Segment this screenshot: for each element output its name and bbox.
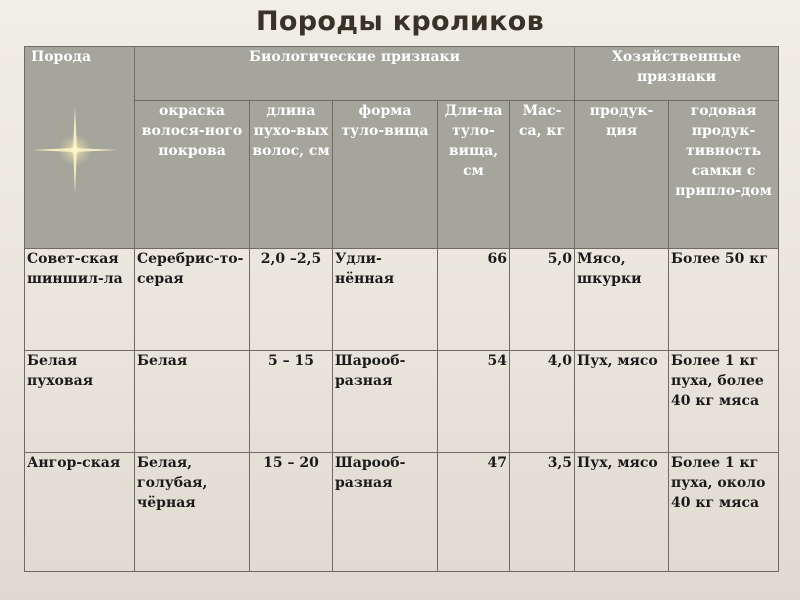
header-products: продук-ция — [575, 101, 669, 249]
cell-fur-color: Белая, голубая, чёрная — [135, 453, 250, 572]
cell-body-shape: Шарооб-разная — [333, 453, 438, 572]
cell-mass: 3,5 — [510, 453, 575, 572]
header-mass: Мас-са, кг — [510, 101, 575, 249]
cell-mass: 5,0 — [510, 249, 575, 351]
cell-mass: 4,0 — [510, 351, 575, 453]
cell-breed: Ангор-ская — [25, 453, 135, 572]
cell-products: Мясо, шкурки — [575, 249, 669, 351]
cell-fur-color: Белая — [135, 351, 250, 453]
header-fur-length: длина пухо-вых волос, см — [250, 101, 333, 249]
cell-fur-length: 15 – 20 — [250, 453, 333, 572]
cell-body-length: 66 — [438, 249, 510, 351]
cell-body-shape: Удли-нённая — [333, 249, 438, 351]
cell-annual-productivity: Более 1 кг пуха, около 40 кг мяса — [669, 453, 779, 572]
cell-breed: Совет-ская шиншил-ла — [25, 249, 135, 351]
cell-breed: Белая пуховая — [25, 351, 135, 453]
cell-annual-productivity: Более 50 кг — [669, 249, 779, 351]
table-row — [25, 453, 779, 572]
cell-fur-color: Серебрис-то-серая — [135, 249, 250, 351]
header-body-length: Дли-на туло-вища, см — [438, 101, 510, 249]
header-breed: Порода — [25, 47, 135, 249]
header-body-shape: форма туло-вища — [333, 101, 438, 249]
slide-title: Породы кроликов — [256, 6, 544, 37]
header-economic-group: Хозяйственные признаки — [575, 47, 779, 101]
rabbit-breeds-table — [24, 46, 779, 572]
cell-body-shape: Шарооб-разная — [333, 351, 438, 453]
header-annual-productivity: годовая продук-тивность самки с припло-дом — [669, 101, 779, 249]
cell-fur-length: 2,0 –2,5 — [250, 249, 333, 351]
table-row — [25, 351, 779, 453]
header-biological-group: Биологические признаки — [135, 47, 575, 101]
cell-products: Пух, мясо — [575, 351, 669, 453]
cell-products: Пух, мясо — [575, 453, 669, 572]
header-row-columns — [25, 101, 779, 249]
cell-fur-length: 5 – 15 — [250, 351, 333, 453]
cell-body-length: 47 — [438, 453, 510, 572]
table-row — [25, 249, 779, 351]
header-fur-color: окраска волося-ного покрова — [135, 101, 250, 249]
cell-body-length: 54 — [438, 351, 510, 453]
cell-annual-productivity: Более 1 кг пуха, более 40 кг мяса — [669, 351, 779, 453]
header-row-groups — [25, 47, 779, 101]
